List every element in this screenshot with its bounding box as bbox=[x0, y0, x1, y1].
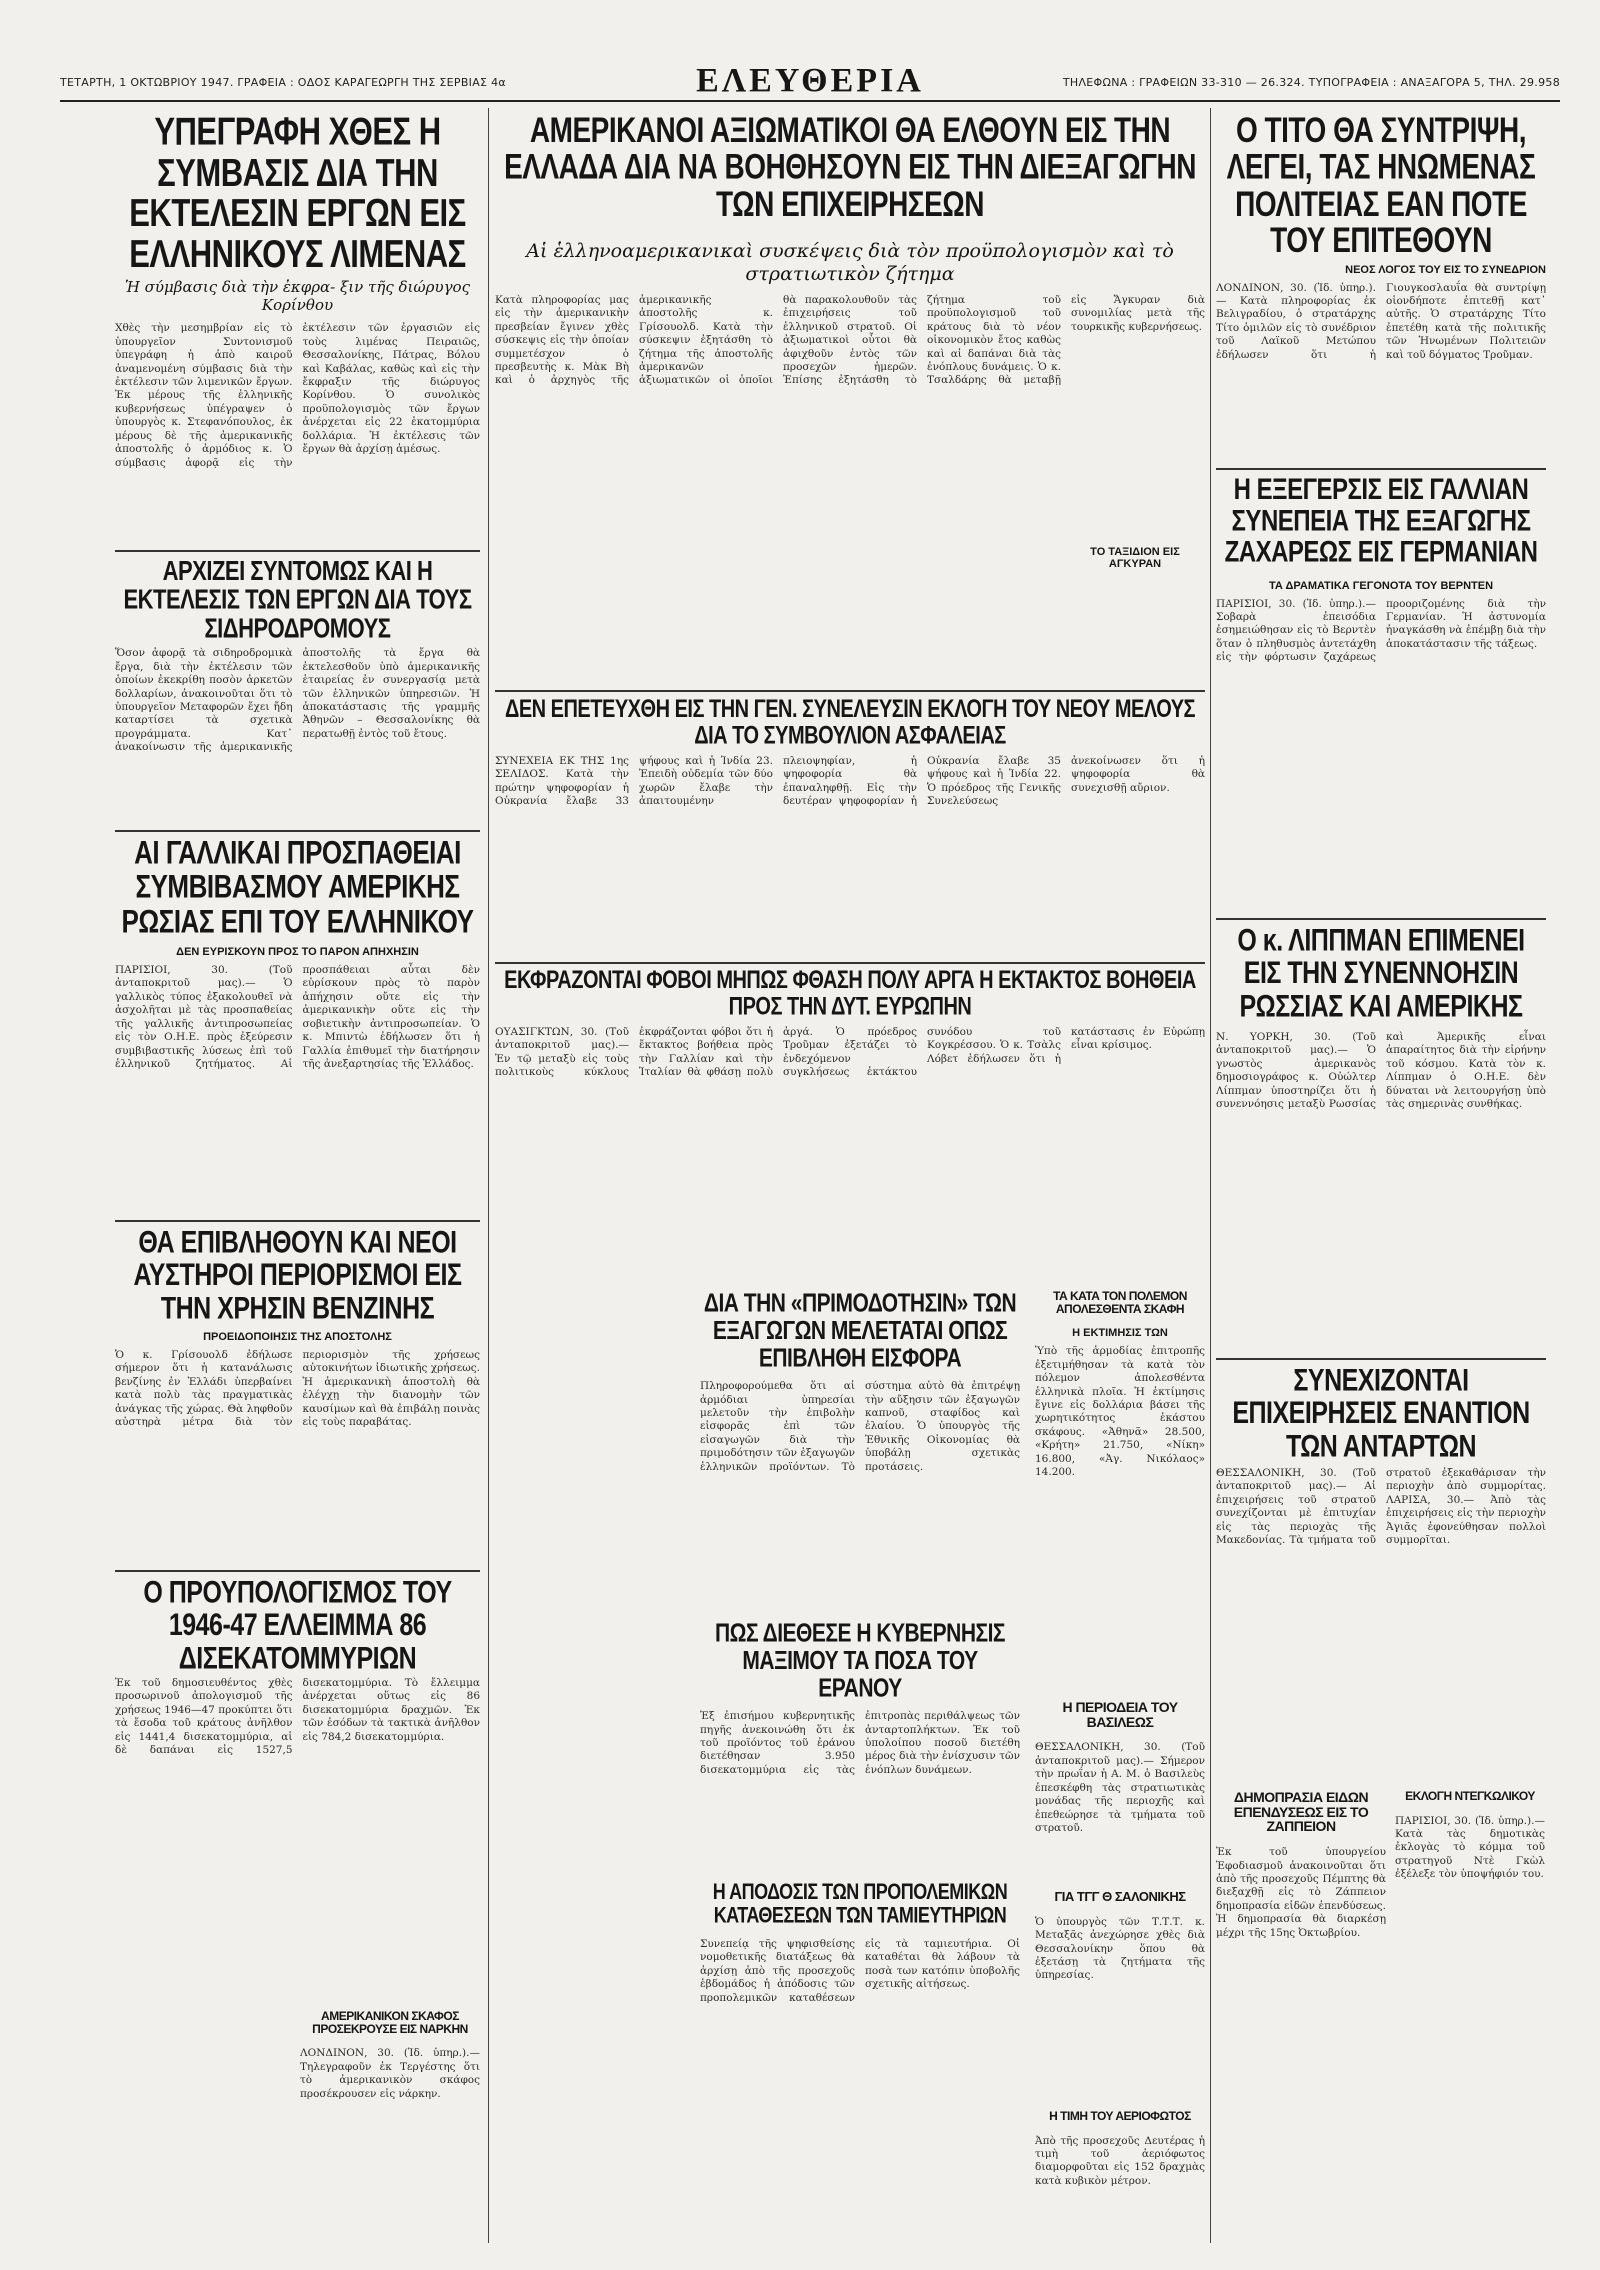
article-divider bbox=[115, 550, 480, 552]
headline: ΠΩΣ ΔΙΕΘΕΣΕ Η ΚΥΒΕΡΝΗΣΙΣ ΜΑΞΙΜΟΥ ΤΑ ΠΟΣΑ ΤΟΥ ΕΡΑΝΟΥ bbox=[714, 1620, 1006, 1703]
article-thessaloniki bbox=[1035, 1890, 1205, 2000]
article-body: Συνεπείᾳ τῆς ψηφισθείσης νομοθετικῆς διατάξεως θὰ ἀρχίσῃ ἀπὸ τῆς προσεχοῦς ἑβδομάδος ἡ ἀπόδοσις τῶν προπολεμικῶν καταθέσεων εἰς τὰ ταμιευτήρια. Οἱ καταθέται θὰ λάβουν τὰ ποσὰ των κατόπιν ὑποβολῆς σχετικῆς αἰτήσεως. bbox=[700, 1937, 1020, 2004]
headline: Ο ΠΡΟΥΠΟΛΟΓΙΣΜΟΣ ΤΟΥ 1946-47 ΕΛΛΕΙΜΜΑ 86 ΔΙΣΕΚΑΤΟΜΜΥΡΙΩΝ bbox=[143, 1576, 452, 1676]
article-divider bbox=[495, 690, 1205, 692]
article-tito bbox=[1216, 112, 1546, 467]
headline: Η ΠΕΡΙΟΔΕΙΑ ΤΟΥ ΒΑΣΙΛΕΩΣ bbox=[1062, 1700, 1178, 1730]
article-body: Ἐξ ἐπισήμου κυβερνητικῆς πηγῆς ἀνεκοινώθη ὅτι ἐκ τοῦ προϊόντος τοῦ ἐράνου διετέθησαν 3.950 δισεκατομμύρια εἰς τὰς ἐπιτροπὰς περιθάλψεως τῶν ἀνταρτοπλήκτων. Ἐκ τοῦ ὑπολοίπου ποσοῦ διετέθη μέρος διὰ τὴν ἐνίσχυσιν τῶν ἐνόπλων δυνάμεων. bbox=[700, 1710, 1020, 1776]
headline: Ο ΤΙΤΟ ΘΑ ΣΥΝΤΡΙΨΗ, ΛΕΓΕΙ, ΤΑΣ ΗΝΩΜΕΝΑΣ ΠΟΛΙΤΕΙΑΣ ΕΑΝ ΠΟΤΕ ΤΟΥ ΕΠΙΤΕΘΟΥΝ bbox=[1226, 112, 1536, 260]
article-body: Ἀπὸ τῆς προσεχοῦς Δευτέρας ἡ τιμὴ τοῦ ἀεριόφωτος διαμορφοῦται εἰς 152 δραχμὰς κατὰ κυβικὸν μέτρον. bbox=[1035, 2134, 1205, 2187]
article-body: ΠΑΡΙΣΙΟΙ, 30. (Τοῦ ἀνταποκριτοῦ μας).— Ὁ γαλλικὸς τύπος ἐξακολουθεῖ νὰ ἀσχολῆται μὲ τὰς προσπαθείας τῆς γαλλικῆς ἀντιπροσωπείας εἰς τὸν Ο.Η.Ε. πρὸς ἐξεύρεσιν συμβιβαστικῆς λύσεως ἐπὶ τοῦ ἑλληνικοῦ ζητήματος. Αἱ προσπάθειαι αὗται δὲν εὑρίσκουν πρὸς τὸ παρὸν ἀπήχησιν οὔτε εἰς τὴν ἀμερικανικὴν οὔτε εἰς τὴν σοβιετικὴν ἀντιπροσωπείαν. Ὁ κ. Μπιντὼ ἐδήλωσεν ὅτι ἡ Γαλλία ἐπιθυμεῖ τὴν διατήρησιν τῆς ἀνεξαρτησίας τῆς Ἑλλάδος. bbox=[115, 963, 480, 1070]
headline: ΘΑ ΕΠΙΒΛΗΘΟΥΝ ΚΑΙ ΝΕΟΙ ΑΥΣΤΗΡΟΙ ΠΕΡΙΟΡΙΣΜΟΙ ΕΙΣ ΤΗΝ ΧΡΗΣΙΝ ΒΕΝΖΙΝΗΣ bbox=[133, 1226, 462, 1326]
article-body: ΣΥΝΕΧΕΙΑ ΕΚ ΤΗΣ 1ης ΣΕΛΙΔΟΣ. Κατὰ τὴν πρώτην ψηφοφορίαν ἡ Οὐκρανία ἔλαβε 33 ψήφους καὶ ἡ Ἰνδία 23. Ἐπειδὴ οὐδεμία τῶν δύο χωρῶν ἔλαβε τὴν ἀπαιτουμένην πλειοψηφίαν, ἡ ψηφοφορία θὰ ἐπαναληφθῇ. Εἰς τὴν δευτέραν ψηφοφορίαν ἡ Οὐκρανία ἔλαβε 35 ψήφους καὶ ἡ Ἰνδία 22. Ὁ πρόεδρος τῆς Γενικῆς Συνελεύσεως ἀνεκοίνωσεν ὅτι ἡ ψηφοφορία θὰ συνεχισθῇ αὔριον. bbox=[495, 755, 1205, 808]
article-savings-deposits bbox=[700, 1880, 1020, 2240]
article-body: ΛΟΝΔΙΝΟΝ, 30. (Ἰδ. ὑπηρ.).— Κατὰ πληροφορίας ἐκ Βελιγραδίου, ὁ στρατάρχης Τίτο ὁμιλῶν εἰς τὸ συνέδριον τοῦ Λαϊκοῦ Μετώπου ἐδήλωσεν ὅτι ἡ Γιουγκοσλαυΐα θὰ συντρίψῃ οἱονδήποτε ἐπιτεθῇ κατ᾽ αὐτῆς. Ὁ στρατάρχης Τίτο ἐπετέθη κατὰ τῆς πολιτικῆς τῶν Ἡνωμένων Πολιτειῶν καὶ τοῦ δόγματος Τροῦμαν. bbox=[1216, 281, 1546, 361]
article-zappeion-auction bbox=[1216, 1790, 1386, 2230]
article-body: Πληροφορούμεθα ὅτι αἱ ἁρμόδιαι ὑπηρεσίαι μελετοῦν τὴν ἐπιβολὴν εἰσφορᾶς ἐπὶ τῶν εἰσαγωγῶν διὰ τὴν πριμοδότησιν τῶν ἐξαγωγῶν ἑλληνικῶν προϊόντων. Τὸ σύστημα αὐτὸ θὰ ἐπιτρέψῃ τὴν αὔξησιν τῶν ἐξαγωγῶν καπνοῦ, σταφίδος καὶ ἐλαίου. Ὁ ὑπουργὸς τῆς Ἐθνικῆς Οἰκονομίας θὰ ὑποβάλῃ σχετικὰς προτάσεις. bbox=[700, 1380, 1020, 1473]
article-body: Ὁ κ. Γρίσουολδ ἐδήλωσε σήμερον ὅτι ἡ κατανάλωσις βενζίνης ἐν Ἑλλάδι ὑπερβαίνει κατὰ πολὺ τὰς πραγματικὰς ἀνάγκας τῆς χώρας. Θὰ ληφθοῦν αὐστηρὰ μέτρα διὰ τὸν περιορισμὸν τῆς χρήσεως αὐτοκινήτων ἰδιωτικῆς χρήσεως. Ἡ ἀμερικανικὴ ἀποστολὴ θὰ ἐλέγχῃ τὴν διανομὴν τῶν καυσίμων καὶ θὰ ἐπιβάλῃ ποινὰς εἰς τοὺς παραβάτας. bbox=[115, 1348, 480, 1428]
masthead-phones: ΤΗΛΕΦΩΝΑ : ΓΡΑΦΕΙΩΝ 33-310 — 26.324. ΤΥΠΟΓΡΑΦΕΙΑ : ΑΝΑΞΑΓΟΡΑ 5, ΤΗΛ. 29.958 bbox=[1062, 76, 1560, 89]
subheadline: ΔΕΝ ΕΥΡΙΣΚΟΥΝ ΠΡΟΣ ΤΟ ΠΑΡΟΝ ΑΠΗΧΗΣΙΝ bbox=[176, 945, 419, 958]
article-lippmann bbox=[1216, 924, 1546, 1354]
article-fund-distribution bbox=[700, 1620, 1020, 1870]
article-divider bbox=[115, 1220, 480, 1222]
headline: ΥΠΕΓΡΑΦΗ ΧΘΕΣ Η ΣΥΜΒΑΣΙΣ ΔΙΑ ΤΗΝ ΕΚΤΕΛΕΣΙΝ ΕΡΓΩΝ ΕΙΣ ΕΛΛΗΝΙΚΟΥΣ ΛΙΜΕΝΑΣ bbox=[129, 112, 466, 276]
headline: ΑΜΕΡΙΚΑΝΙΚΟΝ ΣΚΑΦΟΣ ΠΡΟΣΕΚΡΟΥΣΕ ΕΙΣ ΝΑΡΚΗΝ bbox=[312, 2010, 468, 2036]
article-lost-ships bbox=[1035, 1290, 1205, 1690]
article-body: ΟΥΑΣΙΓΚΤΩΝ, 30. (Τοῦ ἀνταποκριτοῦ μας).— Ἐν τῷ μεταξὺ εἰς τοὺς πολιτικοὺς κύκλους ἐκφράζονται φόβοι ὅτι ἡ ἔκτακτος βοήθεια πρὸς τὴν Γαλλίαν καὶ τὴν Ἰταλίαν θὰ φθάσῃ πολὺ ἀργά. Ὁ πρόεδρος Τροῦμαν ἐξετάζει τὸ ἐνδεχόμενον συγκλήσεως ἐκτάκτου συνόδου τοῦ Κογκρέσσου. Ὁ κ. Τσὰλς Λόβετ ἐδήλωσεν ὅτι ἡ κατάστασις ἐν Εὐρώπῃ εἶναι κρίσιμος. bbox=[495, 1026, 1205, 1079]
deck: Ἡ σύμβασις διὰ τὴν ἐκφρα- ξιν τῆς διώρυγος Κορίνθου bbox=[125, 278, 470, 315]
column-rule bbox=[1210, 108, 1211, 2243]
article-body: Ὅσον ἀφορᾷ τὰ σιδηροδρομικὰ ἔργα, διὰ τὴν ἐκτέλεσιν τῶν ὁποίων ἐκεκρίθη ποσὸν ἀρκετῶν δολλαρίων, ἀνακοινοῦται ὅτι τὸ ὑπουργεῖον Μεταφορῶν ἔχει ἤδη καταρτίσει τὰ σχετικὰ προγράμματα. Κατ᾽ ἀνακοίνωσιν τῆς ἀμερικανικῆς ἀποστολῆς τὰ ἔργα θὰ ἐκτελεσθοῦν ὑπὸ ἀμερικανικῆς ἑταιρείας ἐν συνεργασίᾳ μετὰ τῶν ἑλληνικῶν ὑπηρεσιῶν. Ἡ ἀποκατάστασις τῆς γραμμῆς Ἀθηνῶν – Θεσσαλονίκης θὰ περατωθῇ ἐντὸς τοῦ ἔτους. bbox=[115, 647, 480, 754]
article-mine-ship bbox=[300, 2010, 480, 2210]
article-body: ΘΕΣΣΑΛΟΝΙΚΗ, 30. (Τοῦ ἀνταποκριτοῦ μας).— Σήμερον τὴν πρωΐαν ἡ Α. Μ. ὁ Βασιλεὺς ἐπεσκέφθη τὰς στρατιωτικὰς μονάδας τῆς περιοχῆς καὶ ἐπεθεώρησε τὰ τμήματα τοῦ στρατοῦ. bbox=[1035, 1741, 1205, 1834]
article-french-efforts bbox=[115, 836, 480, 1216]
headline: ΔΙΑ ΤΗΝ «ΠΡΙΜΟΔΟΤΗΣΙΝ» ΤΩΝ ΕΞΑΓΩΓΩΝ ΜΕΛΕΤΑΤΑΙ ΟΠΩΣ ΕΠΙΒΛΗΘΗ ΕΙΣΦΟΡΑ bbox=[703, 1290, 1017, 1373]
article-divider bbox=[495, 962, 1205, 964]
column-rule bbox=[488, 108, 489, 2243]
headline: ΑΜΕΡΙΚΑΝΟΙ ΑΞΙΩΜΑΤΙΚΟΙ ΘΑ ΕΛΘΟΥΝ ΕΙΣ ΤΗΝ ΕΛΛΑΔΑ ΔΙΑ ΝΑ ΒΟΗΘΗΣΟΥΝ ΕΙΣ ΤΗΝ ΔΙΕΞΑΓΩΓΗΝ ΤΩΝ ΕΠΙΧΕΙΡΗΣΕΩΝ bbox=[504, 112, 1196, 223]
subheadline: ΤΑ ΔΡΑΜΑΤΙΚΑ ΓΕΓΟΝΟΤΑ ΤΟΥ ΒΕΡΝΤΕΝ bbox=[1268, 579, 1494, 592]
article-divider bbox=[1216, 918, 1546, 920]
article-railway-works bbox=[115, 556, 480, 826]
headline: Ο κ. ΛΙΠΠΜΑΝ ΕΠΙΜΕΝΕΙ ΕΙΣ ΤΗΝ ΣΥΝΕΝΝΟΗΣΙΝ ΡΩΣΣΙΑΣ ΚΑΙ ΑΜΕΡΙΚΗΣ bbox=[1237, 924, 1525, 1024]
article-body: Κατὰ πληροφορίας μας εἰς τὴν ἀμερικανικὴν πρεσβείαν ἔγινεν χθὲς σύσκεψις εἰς τὴν ὁποίαν συμμετέσχον ὁ πρεσβευτὴς κ. Μὰκ Βὴ καὶ ὁ ἀρχηγὸς τῆς ἀμερικανικῆς ἀποστολῆς κ. Γρίσουολδ. Κατὰ τὴν σύσκεψιν ἐξητάσθη τὸ ζήτημα τῆς ἀποστολῆς ἀμερικανῶν ἀξιωματικῶν οἱ ὁποῖοι θὰ παρακολουθοῦν τὰς ἐπιχειρήσεις τοῦ ἑλληνικοῦ στρατοῦ. Οἱ ἀξιωματικοὶ οὗτοι θὰ ἀφιχθοῦν ἐντὸς τῶν προσεχῶν ἡμερῶν. Ἐπίσης ἐξητάσθη τὸ ζήτημα τοῦ προϋπολογισμοῦ τοῦ κράτους διὰ τὸ νέον οἰκονομικὸν ἔτος καθὼς καὶ αἱ δαπάναι διὰ τὰς ἐνόπλους δυνάμεις. Ὁ κ. Τσαλδάρης θὰ μεταβῇ εἰς Ἄγκυραν διὰ συνομιλίας μετὰ τῆς τουρκικῆς κυβερνήσεως. bbox=[495, 293, 1205, 387]
headline: ΔΗΜΟΠΡΑΣΙΑ ΕΙΔΩΝ ΕΠΕΝΔΥΣΕΩΣ ΕΙΣ ΤΟ ΖΑΠΠΕΙΟΝ bbox=[1233, 1790, 1369, 1835]
article-body: Ἐκ τοῦ ὑπουργείου Ἐφοδιασμοῦ ἀνακοινοῦται ὅτι ἀπὸ τῆς προσεχοῦς Πέμπτης θὰ διεξαχθῇ εἰς τὸ Ζάππειον δημοπρασία εἰδῶν ἐπενδύσεως. Ἡ δημοπρασία θὰ διαρκέσῃ μέχρι τῆς 15ης Ὀκτωβρίου. bbox=[1216, 1846, 1386, 1939]
headline: Η ΑΠΟΔΟΣΙΣ ΤΩΝ ΠΡΟΠΟΛΕΜΙΚΩΝ ΚΑΤΑΘΕΣΕΩΝ ΤΩΝ ΤΑΜΙΕΥΤΗΡΙΩΝ bbox=[712, 1880, 1008, 1928]
subheadline: ΤΟ ΤΑΞΙΔΙΟΝ ΕΙΣ ΑΓΚΥΡΑΝ bbox=[1090, 546, 1180, 570]
article-body: Ὁ ὑπουργὸς τῶν Τ.Τ.Τ. κ. Μεταξᾶς ἀνεχώρησε χθὲς διὰ Θεσσαλονίκην ὅπου θὰ ἐξετάσῃ τὰ ζητήματα τῆς ὑπηρεσίας. bbox=[1035, 1915, 1205, 1982]
headline: ΣΥΝΕΧΙΖΟΝΤΑΙ ΕΠΙΧΕΙΡΗΣΕΙΣ ΕΝΑΝΤΙΟΝ ΤΩΝ ΑΝΤΑΡΤΩΝ bbox=[1232, 1364, 1530, 1464]
article-gasoline-restrictions bbox=[115, 1226, 480, 1566]
article-american-officers bbox=[495, 112, 1205, 682]
article-france-sugar bbox=[1216, 474, 1546, 914]
article-body: Ἐκ τοῦ δημοσιευθέντος χθὲς προσωρινοῦ ἀπολογισμοῦ τῆς χρήσεως 1946—47 προκύπτει ὅτι τὰ ἔσοδα τοῦ κράτους ἀνῆλθον εἰς 1441,4 δισεκατομμύρια, αἱ δὲ δαπάναι εἰς 1527,5 δισεκατομμύρια. Τὸ ἔλλειμμα ἀνέρχεται οὕτως εἰς 86 δισεκατομμύρια δραχμῶν. Ἐκ τῶν ἐσόδων τὰ τακτικὰ ἀνῆλθον εἰς 784,2 δισεκατομμύρια. bbox=[115, 1676, 480, 1756]
masthead-date-address: ΤΕΤΑΡΤΗ, 1 ΟΚΤΩΒΡΙΟΥ 1947. ΓΡΑΦΕΙΑ : ΟΔΟΣ ΚΑΡΑΓΕΩΡΓΗ ΤΗΣ ΣΕΡΒΙΑΣ 4α bbox=[60, 76, 506, 89]
article-body: ΛΟΝΔΙΝΟΝ, 30. (Ἰδ. ὑπηρ.).— Τηλεγραφοῦν ἐκ Τεργέστης ὅτι τὸ ἀμερικανικὸν σκάφος προσέκρουσεν εἰς νάρκην. bbox=[300, 2047, 480, 2100]
subheadline: ΝΕΟΣ ΛΟΓΟΣ ΤΟΥ ΕΙΣ ΤΟ ΣΥΝΕΔΡΙΟΝ bbox=[1345, 263, 1546, 276]
article-body: Χθὲς τὴν μεσημβρίαν εἰς τὸ ὑπουργεῖον Συντονισμοῦ ὑπεγράφη ἡ ἀπὸ καιροῦ ἀναμενομένη σύμβασις διὰ τὴν ἐκτέλεσιν τῶν λιμενικῶν ἔργων. Ἐκ μέρους τῆς ἑλληνικῆς κυβερνήσεως ὑπέγραψεν ὁ ὑπουργὸς κ. Στεφανόπουλος, ἐκ μέρους δὲ τῆς ἀμερικανικῆς ἀποστολῆς ὁ ἁρμόδιος κ. Ὁ σύμβασις ἀφορᾷ εἰς τὴν ἐκτέλεσιν τῶν ἐργασιῶν εἰς τοὺς λιμένας Πειραιῶς, Θεσσαλονίκης, Πάτρας, Βόλου καὶ Καβάλας, καθὼς καὶ εἰς τὴν ἔκφραξιν τῆς διώρυγος Κορίνθου. Ὁ συνολικὸς προϋπολογισμὸς τῶν ἔργων ἀνέρχεται εἰς 22 ἑκατομμύρια δολλάρια. Ἡ ἐκτέλεσις τῶν ἔργων θὰ ἀρχίσῃ ἀμέσως. bbox=[115, 322, 480, 469]
headline: ΕΚΛΟΓΗ ΝΤΕΓΚΩΛΙΚΟΥ bbox=[1405, 1790, 1535, 1803]
article-body: ΠΑΡΙΣΙΟΙ, 30. (Ἰδ. ὑπηρ.).— Σοβαρὰ ἐπεισόδια ἐσημειώθησαν εἰς τὸ Βερντὲν ὅταν ὁ πληθυσμὸς ἀντετάχθη εἰς τὴν φόρτωσιν ζαχάρεως προοριζομένης διὰ τὴν Γερμανίαν. Ἡ ἀστυνομία ἠναγκάσθη νὰ ἐπέμβῃ διὰ τὴν ἀποκατάστασιν τῆς τάξεως. bbox=[1216, 597, 1546, 664]
article-body: Ν. ΥΟΡΚΗ, 30. (Τοῦ ἀνταποκριτοῦ μας).— Ὁ γνωστὸς ἀμερικανὸς δημοσιογράφος κ. Οὐώλτερ Λίππμαν ὑποστηρίζει ὅτι ἡ συνεννόησις μεταξὺ Ρωσσίας καὶ Ἀμερικῆς εἶναι ἀπαραίτητος διὰ τὴν εἰρήνην τοῦ κόσμου. Κατὰ τὸν κ. Λίππμαν ὁ Ο.Η.Ε. δὲν δύναται νὰ λειτουργήσῃ ὑπὸ τὰς σημερινὰς συνθήκας. bbox=[1216, 1030, 1546, 1110]
headline: Η ΤΙΜΗ ΤΟΥ ΑΕΡΙΟΦΩΤΟΣ bbox=[1049, 2110, 1191, 2123]
article-divider bbox=[1216, 468, 1546, 470]
subheadline: Η ΕΚΤΙΜΗΣΙΣ ΤΩΝ bbox=[1072, 1327, 1168, 1340]
article-body: Ὑπὸ τῆς ἁρμοδίας ἐπιτροπῆς ἐξετιμήθησαν τὰ κατὰ τὸν πόλεμον ἀπολεσθέντα ἑλληνικὰ πλοῖα. Ἡ ἐκτίμησις ἔγινε εἰς δολλάρια βάσει τῆς χωρητικότητος ἑκάστου σκάφους. «Ἀθηνᾶ» 28.500, «Κρήτη» 21.750, «Νίκη» 16.800, «Ἀγ. Νικόλαος» 14.200. bbox=[1035, 1345, 1205, 1479]
article-degaulle bbox=[1395, 1790, 1545, 1990]
article-guerrillas bbox=[1216, 1364, 1546, 1764]
headline: ΕΚΦΡΑΖΟΝΤΑΙ ΦΟΒΟΙ ΜΗΠΩΣ ΦΘΑΣΗ ΠΟΛΥ ΑΡΓΑ Η ΕΚΤΑΚΤΟΣ ΒΟΗΘΕΙΑ ΠΡΟΣ ΤΗΝ ΔΥΤ. ΕΥΡΩΠΗΝ bbox=[504, 968, 1196, 1021]
article-divider bbox=[115, 830, 480, 832]
article-body: ΠΑΡΙΣΙΟΙ, 30. (Ἰδ. ὑπηρ.).— Κατὰ τὰς δημοτικὰς ἐκλογὰς τὸ κόμμα τοῦ στρατηγοῦ Ντὲ Γκὼλ ἐξέλεξε τὸν ὑποψήφιόν του. bbox=[1395, 1814, 1545, 1881]
article-aid-europe bbox=[495, 968, 1205, 1268]
headline: ΑΙ ΓΑΛΛΙΚΑΙ ΠΡΟΣΠΑΘΕΙΑΙ ΣΥΜΒΙΒΑΣΜΟΥ ΑΜΕΡΙΚΗΣ ΡΩΣΙΑΣ ΕΠΙ ΤΟΥ ΕΛΛΗΝΙΚΟΥ bbox=[121, 836, 474, 940]
article-security-council bbox=[495, 697, 1205, 957]
headline: Η ΕΞΕΓΕΡΣΙΣ ΕΙΣ ΓΑΛΛΙΑΝ ΣΥΝΕΠΕΙΑ ΤΗΣ ΕΞΑΓΩΓΗΣ ΖΑΧΑΡΕΩΣ ΕΙΣ ΓΕΡΜΑΝΙΑΝ bbox=[1224, 474, 1538, 570]
article-gas-price bbox=[1035, 2110, 1205, 2230]
headline: ΓΙΑ ΤΓΓ Θ ΣΑΛΟΝΙΚΗΣ bbox=[1054, 1890, 1186, 1904]
deck: Αἱ ἑλληνοαμερικανικαὶ συσκέψεις διὰ τὸν προϋπολογισμὸν καὶ τὸ στρατιωτικὸν ζήτημα bbox=[526, 240, 1174, 285]
masthead bbox=[60, 62, 1560, 102]
article-divider bbox=[1216, 1358, 1546, 1360]
article-export-premium bbox=[700, 1290, 1020, 1610]
article-body: ΘΕΣΣΑΛΟΝΙΚΗ, 30. (Τοῦ ἀνταποκριτοῦ μας).— Αἱ ἐπιχειρήσεις τοῦ στρατοῦ συνεχίζονται μὲ ἐπιτυχίαν εἰς τὰς περιοχὰς τῆς Μακεδονίας. Τὰ τμήματα τοῦ στρατοῦ ἐξεκαθάρισαν τὴν περιοχὴν ἀπὸ συμμορίτας. ΛΑΡΙΣΑ, 30.— Ἀπὸ τὰς ἐπιχειρήσεις εἰς τὴν περιοχὴν Ἀγιᾶς ἐφονεύθησαν πολλοὶ συμμορῖται. bbox=[1216, 1466, 1546, 1546]
masthead-title: ΕΛΕΥΘΕΡΙΑ bbox=[696, 62, 924, 99]
article-divider bbox=[115, 1570, 480, 1572]
article-king-tour bbox=[1035, 1700, 1205, 1880]
headline: ΑΡΧΙΖΕΙ ΣΥΝΤΟΜΩΣ ΚΑΙ Η ΕΚΤΕΛΕΣΙΣ ΤΩΝ ΕΡΓΩΝ ΔΙΑ ΤΟΥΣ ΣΙΔΗΡΟΔΡΟΜΟΥΣ bbox=[123, 556, 472, 644]
headline: ΔΕΝ ΕΠΕΤΕΥΧΘΗ ΕΙΣ ΤΗΝ ΓΕΝ. ΣΥΝΕΛΕΥΣΙΝ ΕΚΛΟΓΗ ΤΟΥ ΝΕΟΥ ΜΕΛΟΥΣ ΔΙΑ ΤΟ ΣΥΜΒΟΥΛΙΟΝ ΑΣΦΑΛΕΙΑΣ bbox=[504, 697, 1196, 750]
headline: ΤΑ ΚΑΤΑ ΤΟΝ ΠΟΛΕΜΟΝ ΑΠΟΛΕΣΘΕΝΤΑ ΣΚΑΦΗ bbox=[1053, 1290, 1187, 1316]
subheadline: ΠΡΟΕΙΔΟΠΟΙΗΣΙΣ ΤΗΣ ΑΠΟΣΤΟΛΗΣ bbox=[203, 1330, 392, 1343]
article-harbor-works bbox=[115, 112, 480, 547]
